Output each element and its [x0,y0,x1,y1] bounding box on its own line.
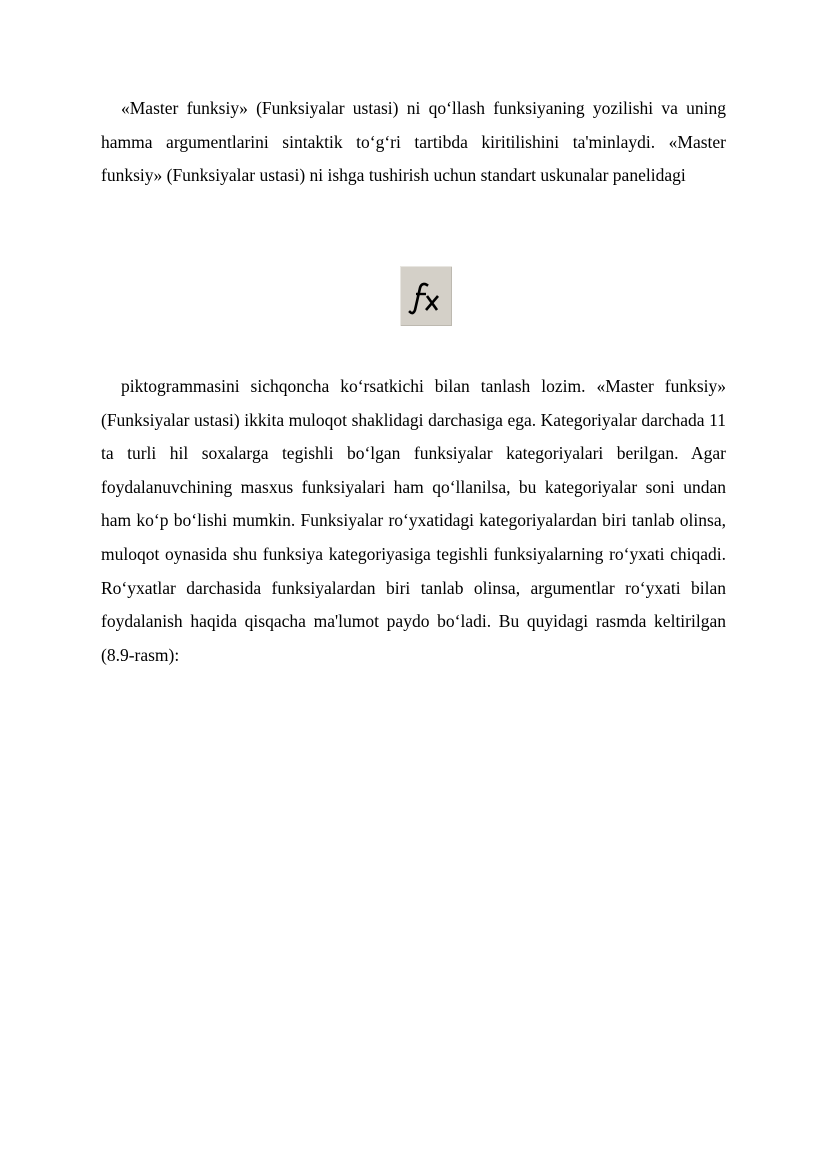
insert-function-icon [400,266,452,326]
paragraph-intro: «Master funksiy» (Funksiyalar ustasi) ni qo‘llash funksiyaning yozilishi va uning hamma argumentlarini sintaktik to‘g‘ri tartibda kiritilishini ta'minlaydi. «Master funksiy» (Funksiyalar ustasi) ni ishga tushirish uchun standart uskunalar panelidagi [101,98,726,186]
paragraph-description: piktogrammasini sichqoncha ko‘rsatkichi bilan tanlash lozim. «Master funksiy» (Funksiyalar ustasi) ikkita muloqot shaklidagi darchasiga ega. Kategoriyalar darchada 11 ta turli hil soxalarga tegishli bo‘lgan funksiyalar kategoriyalari berilgan. Agar foydalanuvchining masxus funksiyalari ham qo‘llanilsa, bu kategoriyalar soni undan ham ko‘p bo‘lishi mumkin. Funksiyalar ro‘yxatidagi kategoriyalardan biri tanlab olinsa, muloqot oynasida shu funksiya kategoriyasiga tegishli funksiyalarning ro‘yxati chiqadi. Ro‘yxatlar darchasida funksiyalardan biri tanlab olinsa, argumentlar ro‘yxati bilan foydalanish haqida qisqacha ma'lumot paydo bo‘ladi. Bu quyidagi rasmda keltirilgan (8.9-rasm): [101,376,726,665]
